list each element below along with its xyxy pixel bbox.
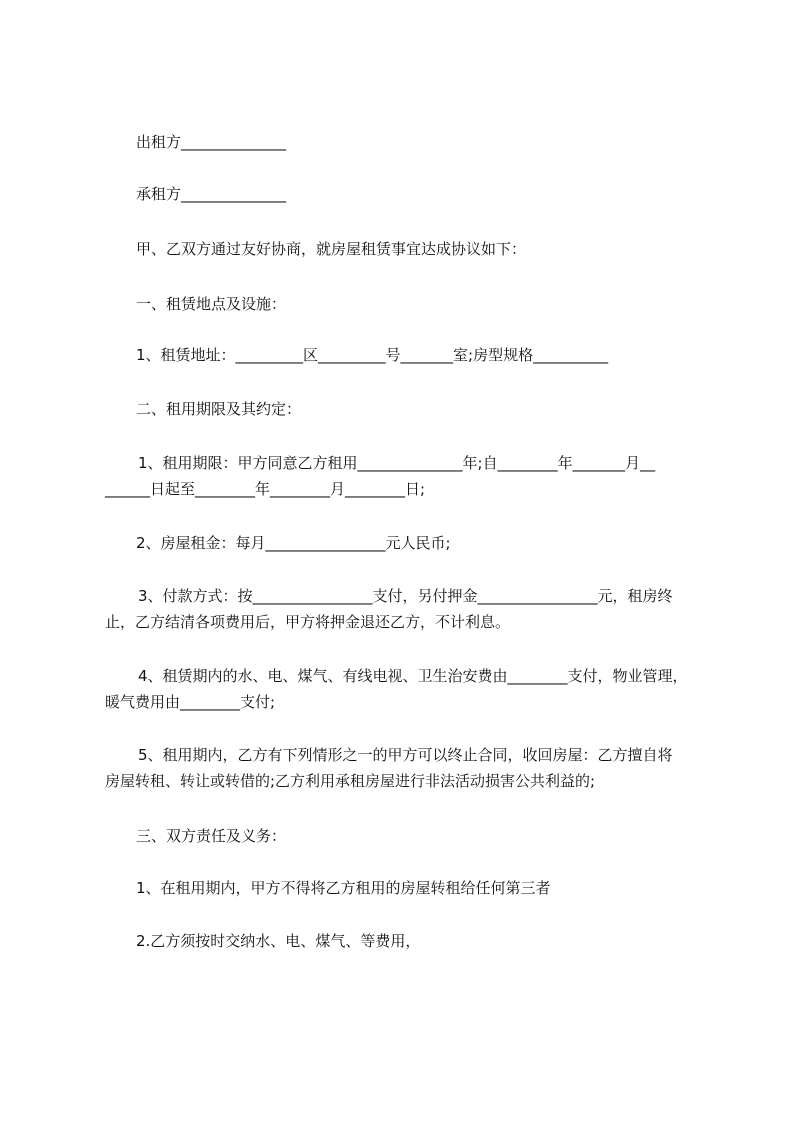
intro-paragraph: 甲、乙双方通过友好协商，就房屋租赁事宜达成协议如下：	[136, 240, 527, 258]
section2-item1-line2: ______日起至________年________月________日;	[105, 480, 426, 498]
section2-item3-line1: 3、付款方式：按________________支付，另付押金________________元，租房终	[138, 587, 673, 605]
section2-item1-line1: 1、租用期限：甲方同意乙方租用______________年;自________年_______月__	[138, 454, 656, 472]
section2-item3-line2: 止，乙方结清各项费用后，甲方将押金退还乙方，不计利息。	[105, 613, 511, 631]
section2-item2: 2、房屋租金：每月________________元人民币;	[136, 534, 451, 552]
section3-item1: 1、在租用期内，甲方不得将乙方租用的房屋转租给任何第三者	[136, 879, 551, 897]
section2-heading: 二、租用期限及其约定：	[136, 400, 302, 418]
section3-heading: 三、双方责任及义务：	[136, 827, 287, 845]
section2-item4-line2: 暖气费用由________支付;	[105, 693, 276, 711]
section3-item2: 2.乙方须按时交纳水、电、煤气、等费用，	[136, 932, 421, 950]
lessee-line: 承租方______________	[136, 185, 287, 203]
section2-item5-line1: 5、租用期内，乙方有下列情形之一的甲方可以终止合同，收回房屋：乙方擅自将	[138, 746, 673, 764]
section2-item4-line1: 4、租赁期内的水、电、煤气、有线电视、卫生治安费由________支付，物业管理，	[138, 667, 688, 685]
section1-item1: 1、租赁地址：_________区_________号_______室;房型规格__________	[136, 346, 609, 364]
section2-item5-line2: 房屋转租、转让或转借的;乙方利用承租房屋进行非法活动损害公共利益的;	[105, 772, 596, 790]
section1-heading: 一、租赁地点及设施：	[136, 295, 287, 313]
lessor-line: 出租方______________	[136, 133, 287, 151]
